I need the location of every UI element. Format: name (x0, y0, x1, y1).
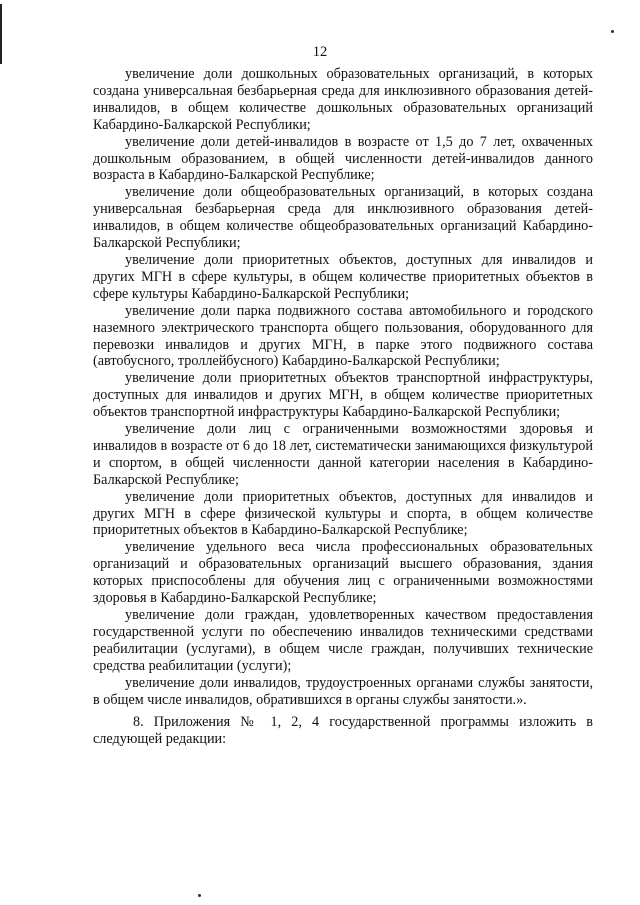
list-item: увеличение удельного веса числа профессиональных образовательных организаций и образовательных организаций высшего образования, здания которых приспособлены для обучения лиц с ограниченными возможностями здоровья в Кабардино-Балкарской Республике; (93, 539, 593, 607)
document-body (93, 66, 593, 748)
list-item: увеличение доли парка подвижного состава автомобильного и городского наземного электрического транспорта общего пользования, оборудованного для перевозки инвалидов и других МГН, в парке этого подвижного состава (автобусного, троллейбусного) Кабардино-Балкарской Республики; (93, 302, 593, 370)
list-item: увеличение доли детей-инвалидов в возрасте от 1,5 до 7 лет, охваченных дошкольным образованием, в общей численности детей-инвалидов данного возраста в Кабардино-Балкарской Республике; (93, 133, 593, 184)
amendment-paragraph: 8. Приложения № 1, 2, 4 государственной программы изложить в следующей редакции: (93, 714, 593, 748)
list-item: увеличение доли инвалидов, трудоустроенных органами службы занятости, в общем числе инвалидов, обратившихся в органы службы занятости.». (93, 674, 593, 708)
list-item: увеличение доли дошкольных образовательных организаций, в которых создана универсальная безбарьерная среда для инклюзивного образования детей-инвалидов, в общем количестве дошкольных образовательных организаций Кабардино-Балкарской Республики; (93, 66, 593, 133)
scan-speck (611, 30, 614, 33)
list-item: увеличение доли лиц с ограниченными возможностями здоровья и инвалидов в возрасте от 6 до 18 лет, систематически занимающихся физкультурой и спортом, в общей численности данной категории населения в Кабардино-Балкарской Республике; (93, 421, 593, 488)
list-item: увеличение доли граждан, удовлетворенных качеством предоставления государственной услуги по обеспечению инвалидов техническими средствами реабилитации (услугами), в общем числе граждан, получивших технические средства реабилитации (услуги); (93, 607, 593, 674)
list-item: увеличение доли общеобразовательных организаций, в которых создана универсальная безбарьерная среда для инклюзивного образования детей-инвалидов, в общем количестве общеобразовательных организаций Кабардино-Балкарской Республики; (93, 184, 593, 252)
page-number: 12 (312, 44, 328, 60)
list-item: увеличение доли приоритетных объектов транспортной инфраструктуры, доступных для инвалидов и других МГН, в общем количестве приоритетных объектов транспортной инфраструктуры Кабардино-Балкарской Республики; (93, 370, 593, 421)
scan-speck (198, 894, 201, 897)
list-item: увеличение доли приоритетных объектов, доступных для инвалидов и других МГН в сфере физической культуры и спорта, в общем количестве приоритетных объектов в Кабардино-Балкарской Республике; (93, 488, 593, 539)
list-item: увеличение доли приоритетных объектов, доступных для инвалидов и других МГН в сфере культуры, в общем количестве приоритетных объектов в сфере культуры Кабардино-Балкарской Республики; (93, 251, 593, 302)
